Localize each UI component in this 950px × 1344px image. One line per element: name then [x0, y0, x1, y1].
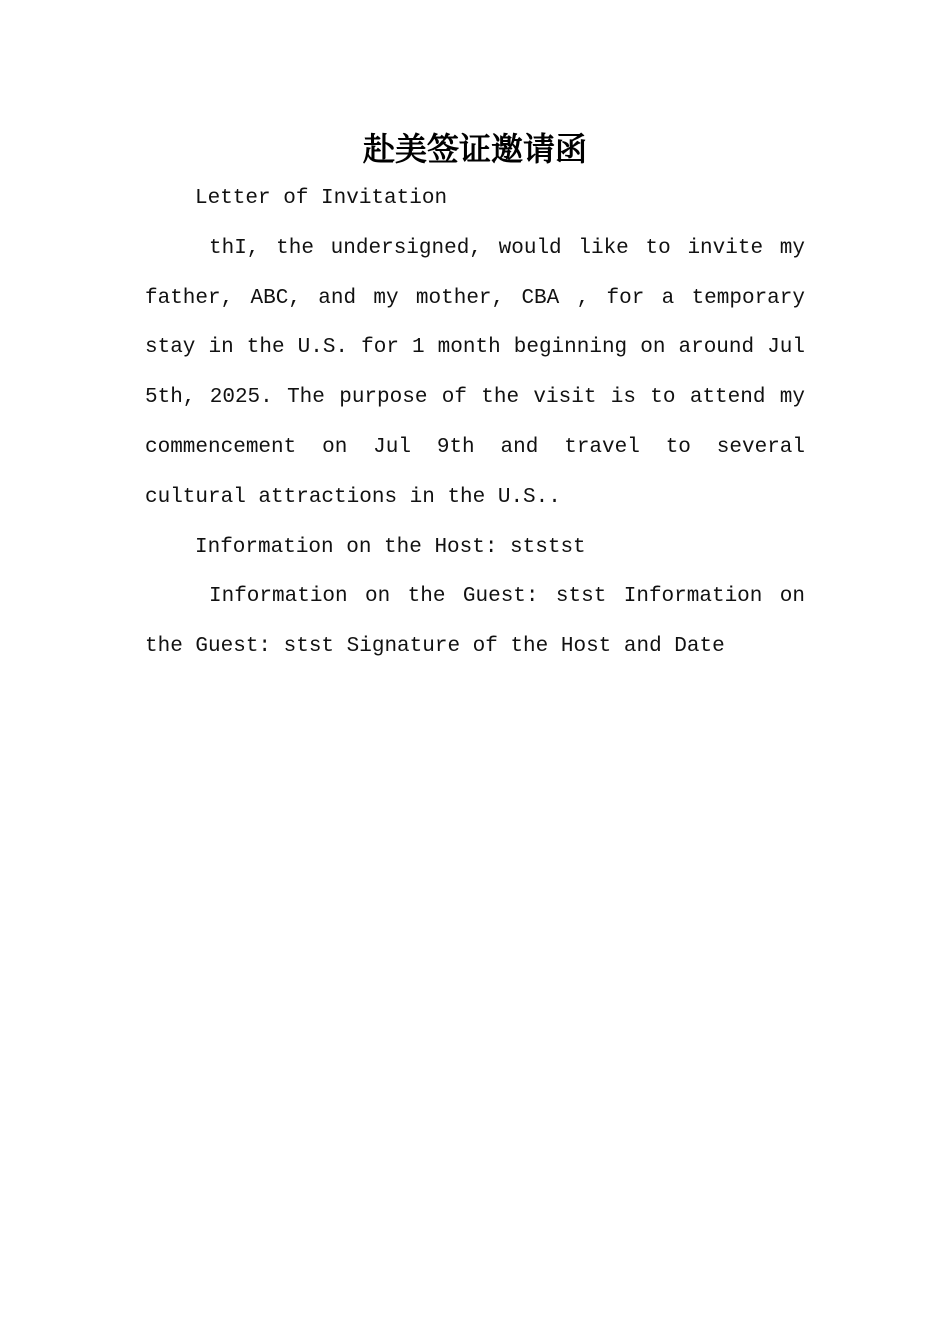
letter-heading: Letter of Invitation — [195, 187, 448, 210]
guest-information: Information on the Guest: stst Information on the Guest: stst Signature of the Host and Date — [145, 585, 805, 659]
document-title: 赴美签证邀请函 — [362, 130, 587, 168]
host-information: Information on the Host: ststst — [195, 535, 586, 559]
invitation-paragraph: thI, the undersigned, would like to invite my father, ABC, and my mother, CBA , for a temporary stay in the U.S. for 1 month beginning on around Jul 5th, 2025. The purpose of the visit is to attend my commencement on Jul 9th and travel to several cultural attractions in the U.S.. — [145, 236, 805, 509]
document-body — [145, 174, 805, 672]
